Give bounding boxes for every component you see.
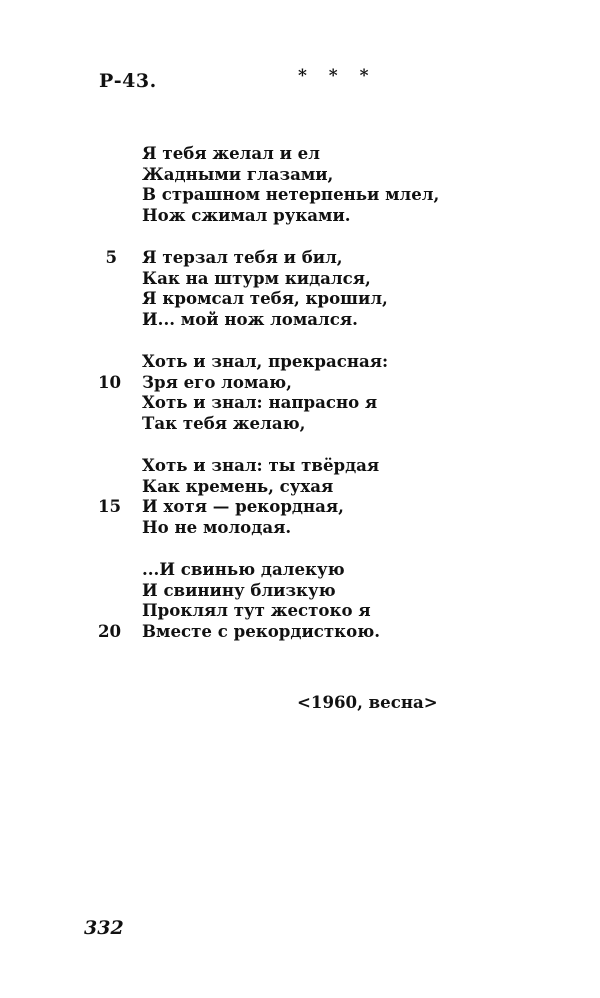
line-number: 5 <box>105 247 117 267</box>
poem-line <box>0 600 600 621</box>
poem-line <box>0 580 600 601</box>
line-text: Нож сжимал руками. <box>142 204 351 225</box>
line-text: Жадными глазами, <box>142 163 334 184</box>
line-text: Но не молодая. <box>142 516 292 537</box>
line-text: Хоть и знал: ты твёрдая <box>142 455 380 475</box>
poem-line <box>0 413 600 434</box>
poem-id: Р-43. <box>99 70 157 92</box>
line-text: И хотя — рекордная, <box>142 496 344 516</box>
line-text: Так тебя желаю, <box>142 412 306 433</box>
poem-line <box>0 372 600 393</box>
line-text: Хоть и знал: напрасно я <box>142 392 378 412</box>
line-text: Я терзал тебя и бил, <box>142 247 343 267</box>
line-number: 10 <box>98 371 122 392</box>
stanza-2 <box>0 247 600 329</box>
line-number: 15 <box>98 496 122 516</box>
poem-line <box>0 288 600 309</box>
line-text: Хоть и знал, прекрасная: <box>142 351 389 371</box>
poem-line <box>0 309 600 330</box>
line-number: 20 <box>98 620 122 641</box>
poem-line <box>0 392 600 413</box>
poem-line <box>0 496 600 517</box>
stanza-3 <box>0 351 600 433</box>
line-text: В страшном нетерпеньи млел, <box>142 184 440 204</box>
poem-line <box>0 205 600 226</box>
poem-date: <1960, весна> <box>297 692 438 712</box>
stanza-5 <box>0 559 600 641</box>
line-text: Я тебя желал и ел <box>142 143 320 163</box>
line-text: Я кромсал тебя, крошил, <box>142 288 388 308</box>
stanza-4 <box>0 455 600 537</box>
poem-line <box>0 621 600 642</box>
poem-line <box>0 184 600 205</box>
line-text: Зря его ломаю, <box>142 371 292 392</box>
poem-line <box>0 143 600 164</box>
line-text: ...И свинью далекую <box>142 559 345 579</box>
poem-line <box>0 517 600 538</box>
line-text: И свинину близкую <box>142 579 336 600</box>
poem-line <box>0 268 600 289</box>
line-text: И... мой нож ломался. <box>142 308 358 329</box>
line-text: Вместе с рекордисткою. <box>142 620 381 641</box>
poem-line <box>0 247 600 268</box>
line-text: Как кремень, сухая <box>142 475 334 496</box>
poem-line <box>0 351 600 372</box>
poem-line <box>0 164 600 185</box>
page-number: 332 <box>84 917 124 939</box>
poem-body <box>0 143 600 663</box>
poem-line <box>0 476 600 497</box>
poem-line <box>0 559 600 580</box>
line-text: Проклял тут жестоко я <box>142 600 371 620</box>
stanza-1 <box>0 143 600 225</box>
poem-line <box>0 455 600 476</box>
line-text: Как на штурм кидался, <box>142 267 371 288</box>
asterisk-separator: * * * <box>298 66 377 86</box>
